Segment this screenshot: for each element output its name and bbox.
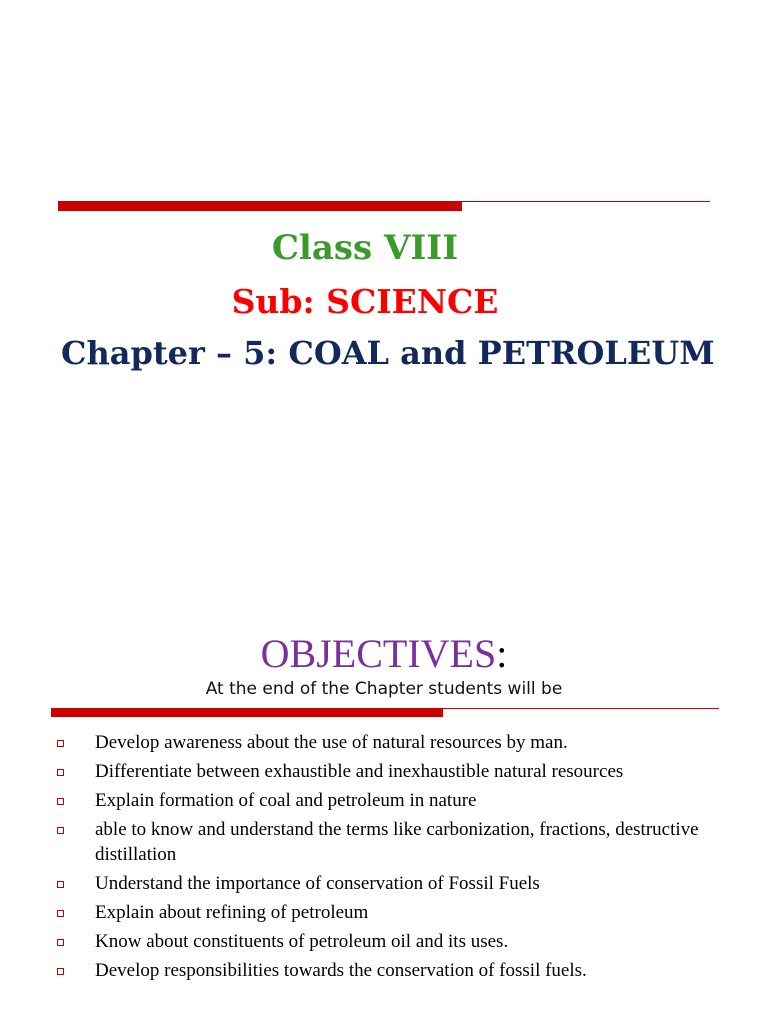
square-bullet-icon: [57, 910, 64, 917]
chapter-title: Chapter – 5: COAL and PETROLEUM: [61, 334, 715, 372]
list-item: [56, 730, 736, 755]
divider-thin-segment: [443, 708, 719, 709]
square-bullet-icon: [57, 939, 64, 946]
objectives-heading: [0, 630, 768, 677]
objectives-list: [56, 730, 736, 987]
list-item: [56, 929, 736, 954]
square-bullet-icon: [57, 798, 64, 805]
list-item: [56, 871, 736, 896]
class-title: Class VIII: [271, 228, 459, 268]
objective-text: Develop responsibilities towards the conservation of fossil fuels.: [95, 960, 587, 981]
square-bullet-icon: [57, 968, 64, 975]
square-bullet-icon: [57, 740, 64, 747]
divider-thick-segment: [58, 201, 462, 211]
objectives-subtitle: At the end of the Chapter students will be: [205, 679, 563, 699]
objective-text: Develop awareness about the use of natural resources by man.: [95, 732, 568, 753]
subject-title: Sub: SCIENCE: [231, 282, 499, 321]
divider-thick-segment: [51, 708, 443, 717]
objective-text: Differentiate between exhaustible and inexhaustible natural resources: [95, 761, 624, 782]
list-item: [56, 759, 736, 784]
objective-text: able to know and understand the terms like carbonization, fractions, destructive distillation: [95, 819, 699, 865]
list-item: [56, 958, 736, 983]
divider-thin-segment: [462, 201, 710, 202]
square-bullet-icon: [57, 827, 64, 834]
objective-text: Know about constituents of petroleum oil and its uses.: [95, 931, 509, 952]
objectives-heading-colon: :: [496, 631, 508, 676]
list-item: [56, 817, 736, 867]
objective-text: Explain formation of coal and petroleum in nature: [95, 790, 477, 811]
list-item: [56, 900, 736, 925]
square-bullet-icon: [57, 881, 64, 888]
list-item: [56, 788, 736, 813]
objective-text: Explain about refining of petroleum: [95, 902, 369, 923]
objective-text: Understand the importance of conservation of Fossil Fuels: [95, 873, 540, 894]
objectives-heading-text: OBJECTIVES: [260, 631, 497, 676]
square-bullet-icon: [57, 769, 64, 776]
